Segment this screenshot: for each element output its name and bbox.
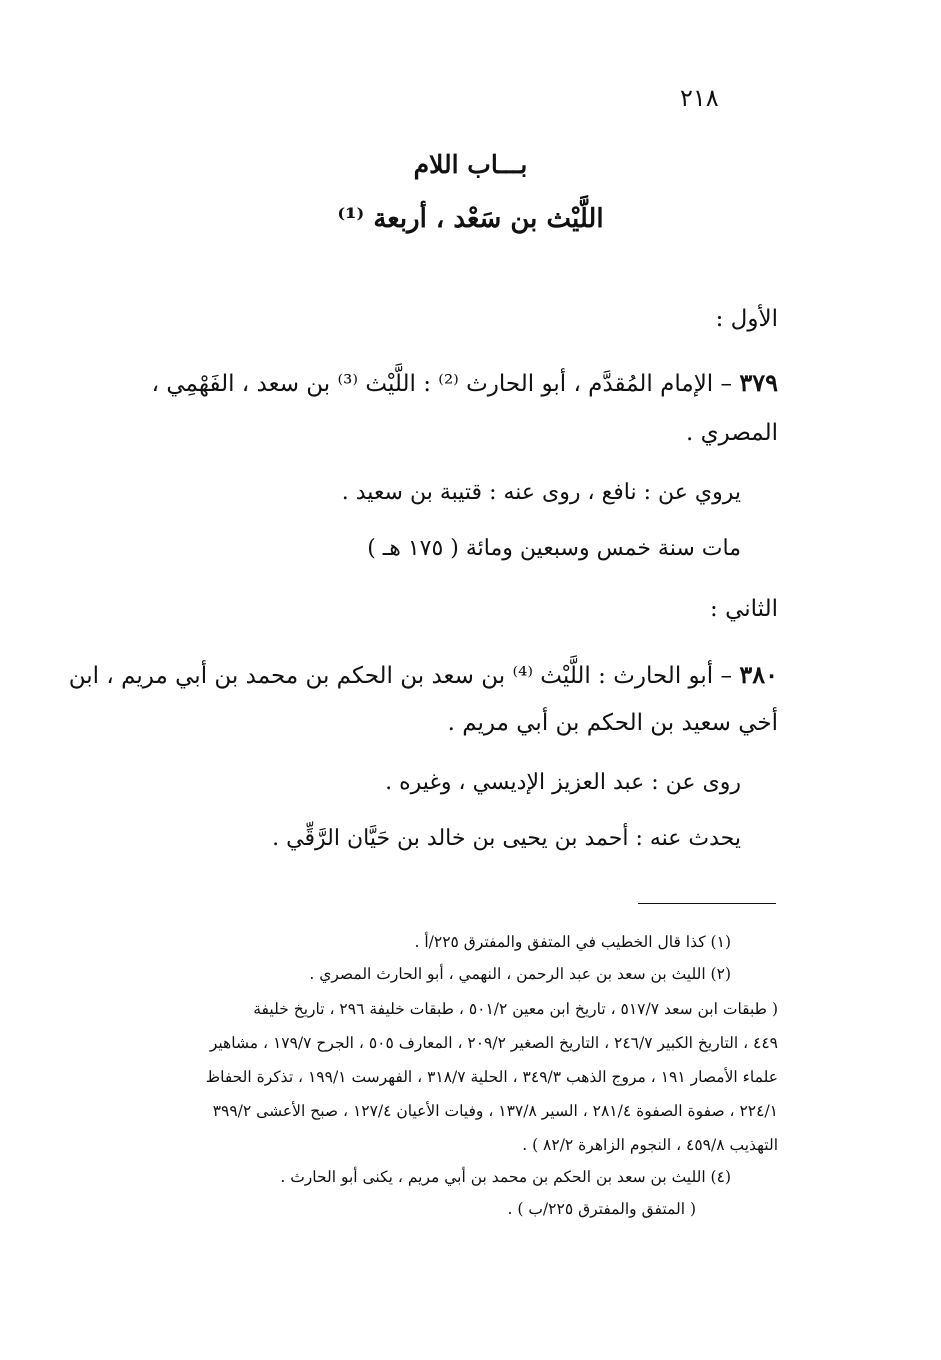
page-number: ٢١٨: [680, 84, 719, 112]
footnote-3-line1: ( طبقات ابن سعد ٥١٧/٧ ، تاريخ ابن معين ٥٠١/٢ ، طبقات خليفة ٢٩٦ ، تاريخ خليفة: [253, 1000, 778, 1018]
entry-number: ٣٨٠: [739, 660, 778, 689]
entry-text: – أبو الحارث : اللَّيْث ⁽⁴⁾ بن سعد بن الحكم بن محمد بن أبي مريم ، ابن: [68, 663, 733, 689]
entry-379-line2: المصري .: [686, 420, 778, 446]
entry-380-narrated-by: يحدث عنه : أحمد بن يحيى بن خالد بن حَيَّان الرَّقِّي .: [272, 826, 741, 851]
section-label-first: الأول :: [715, 306, 778, 332]
footnote-3-line5: التهذيب ٤٥٩/٨ ، النجوم الزاهرة ٨٢/٢ ) .: [522, 1136, 778, 1154]
footnote-3-line2: ٤٤٩ ، التاريخ الكبير ٢٤٦/٧ ، التاريخ الصغير ٢٠٩/٢ ، المعارف ٥٠٥ ، الجرح ١٧٩/٧ ، مشاهير: [209, 1034, 778, 1052]
footnote-3-line3: علماء الأمصار ١٩١ ، مروج الذهب ٣٤٩/٣ ، الحلية ٣١٨/٧ ، الفهرست ١٩٩/١ ، تذكرة الحفاظ: [205, 1068, 778, 1086]
footnote-4-line2: ( المتفق والمفترق ٢٢٥/ب ) .: [507, 1200, 696, 1218]
chapter-title: بـــاب اللام: [413, 150, 528, 179]
entry-379-line1: [152, 368, 778, 397]
footnote-2: (٢) الليث بن سعد بن عبد الرحمن ، النهمي ، أبو الحارث المصري .: [309, 965, 731, 983]
entry-380-line2: أخي سعيد بن الحكم بن أبي مريم .: [447, 710, 778, 736]
entry-379-narration: يروي عن : نافع ، روى عنه : قتيبة بن سعيد .: [341, 480, 741, 505]
footnote-4-line1: (٤) الليث بن سعد بن الحكم بن محمد بن أبي مريم ، يكنى أبو الحارث .: [280, 1168, 731, 1186]
entry-380-narrates-from: روى عن : عبد العزيز الإديسي ، وغيره .: [385, 770, 741, 795]
entry-text: – الإمام المُقدَّم ، أبو الحارث ⁽²⁾ : اللَّيْث ⁽³⁾ بن سعد ، الفَهْمِي ،: [151, 371, 733, 397]
entry-number: ٣٧٩: [739, 368, 778, 397]
entry-379-death: مات سنة خمس وسبعين ومائة ( ١٧٥ هـ ): [367, 536, 741, 561]
footnote-1: (١) كذا قال الخطيب في المتفق والمفترق ٢٢٥/أ .: [414, 933, 731, 951]
footnote-divider: [638, 903, 776, 904]
section-label-second: الثاني :: [710, 596, 778, 622]
entry-title: اللَّيْث بن سَعْد ، أربعة ⁽¹⁾: [337, 204, 604, 234]
footnote-3-line4: ٢٢٤/١ ، صفوة الصفوة ٢٨١/٤ ، السير ١٣٧/٨ ، وفيات الأعيان ١٢٧/٤ ، صبح الأعشى ٣٩٩/٢: [212, 1102, 778, 1120]
entry-380-line1: [69, 660, 778, 689]
